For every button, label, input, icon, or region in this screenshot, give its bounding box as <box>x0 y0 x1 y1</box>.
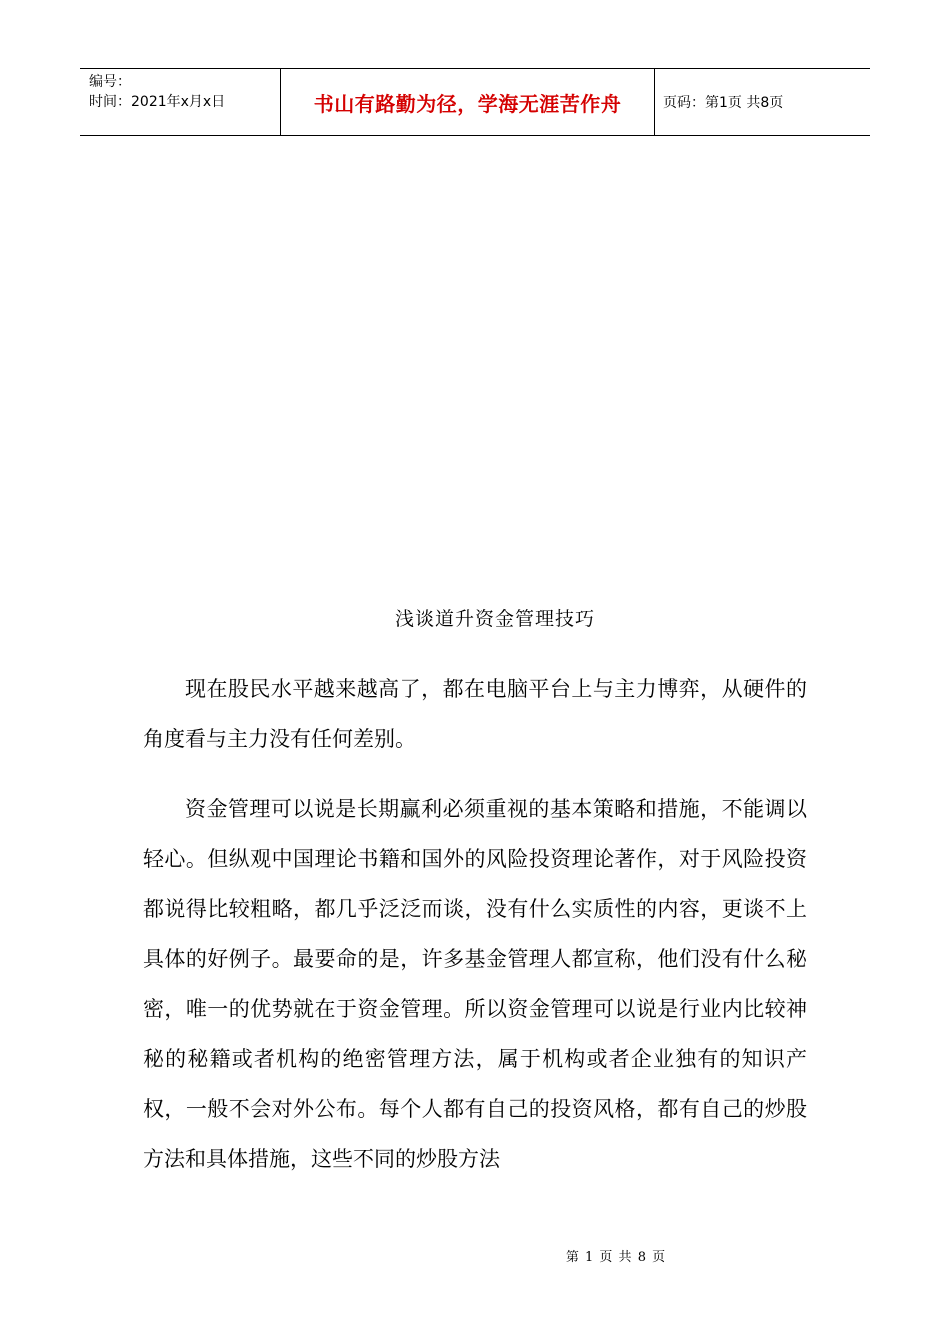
header-motto-cell <box>281 69 655 135</box>
header-page-cell <box>655 69 870 135</box>
document-time-label: 时间：2021年x月x日 <box>89 94 226 110</box>
document-number-label: 编号： <box>89 74 131 90</box>
header-motto: 书山有路勤为径，学海无涯苦作舟 <box>313 91 622 116</box>
body-paragraph: 资金管理可以说是长期赢利必须重视的基本策略和措施，不能调以轻心。但纵观中国理论书籍和国外的风险投资理论著作，对于风险投资都说得比较粗略，都几乎泛泛而谈，没有什么实质性的内容，更谈不上具体的好例子。最要命的是，许多基金管理人都宣称，他们没有什么秘密，唯一的优势就在于资金管理。所以资金管理可以说是行业内比较神秘的秘籍或者机构的绝密管理方法，属于机构或者企业独有的知识产权，一般不会对外公布。每个人都有自己的投资风格，都有自己的炒股方法和具体措施，这些不同的炒股方法 <box>143 797 807 1171</box>
header-table <box>80 68 870 136</box>
header-page-info: 页码：第1页 共8页 <box>663 95 784 111</box>
header-meta-cell <box>80 69 281 135</box>
body-paragraph: 现在股民水平越来越高了，都在电脑平台上与主力博弈，从硬件的角度看与主力没有任何差别。 <box>143 677 807 751</box>
document-body <box>143 664 807 1204</box>
page-footer: 第 1 页 共 8 页 <box>565 1250 667 1265</box>
document-title: 浅谈道升资金管理技巧 <box>394 608 595 630</box>
